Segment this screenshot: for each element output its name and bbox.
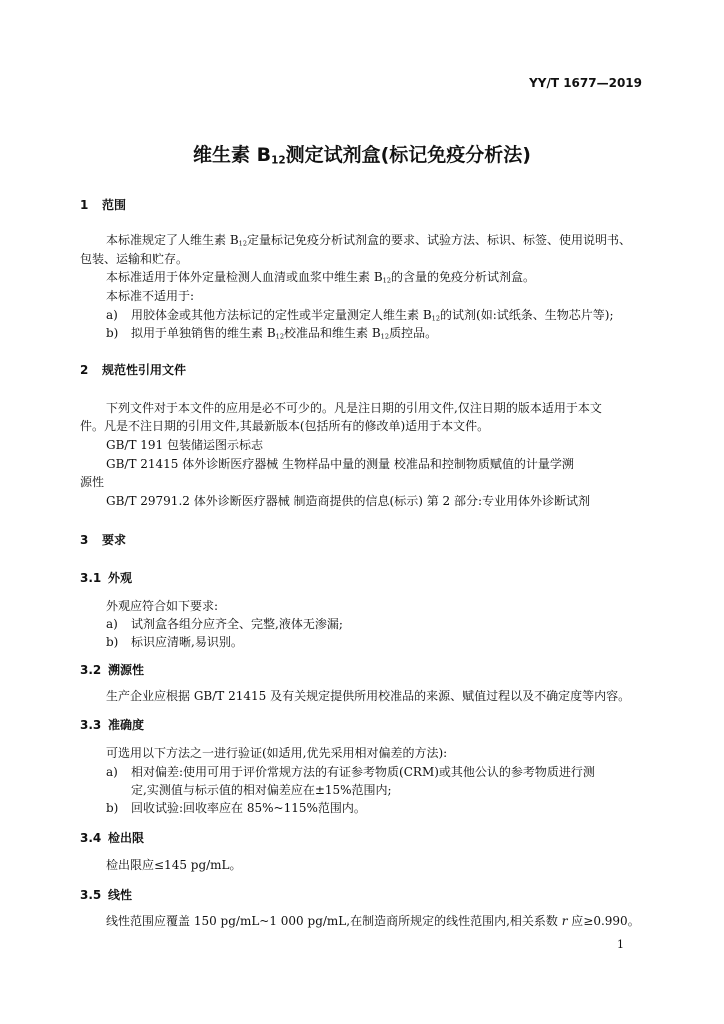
text: 的含量的免疫分析试剂盒。	[391, 270, 536, 284]
title-text: 维生素 B	[192, 144, 272, 166]
paragraph: 下列文件对于本文件的应用是必不可少的。凡是注日期的引用文件,仅注日期的版本适用于本文	[106, 401, 602, 415]
section-title: 要求	[102, 533, 127, 547]
text: 用胶体金或其他方法标记的定性或半定量测定人维生素 B	[131, 308, 432, 322]
list-item	[106, 634, 243, 651]
text: 试剂盒各组分应齐全、完整,液体无渗漏;	[131, 617, 343, 631]
reference-item-continuation: 源性	[80, 475, 105, 489]
subscript: 12	[238, 239, 248, 248]
paragraph-continuation: 包装、运输和贮存。	[80, 252, 189, 266]
list-marker: a)	[106, 617, 118, 631]
list-item	[106, 764, 595, 781]
text: 质控品。	[389, 326, 438, 340]
reference-item: GB/T 21415 体外诊断医疗器械 生物样品中量的测量 校准品和控制物质赋值的计量学溯	[106, 457, 574, 471]
reference-item: GB/T 29791.2 体外诊断医疗器械 制造商提供的信息(标示) 第 2 部分:专业用体外诊断试剂	[106, 494, 591, 508]
list-item	[106, 800, 366, 817]
list-marker: a)	[106, 765, 118, 779]
paragraph: 可选用以下方法之一进行验证(如适用,优先采用相对偏差的方法):	[106, 746, 448, 760]
section-title: 溯源性	[108, 663, 145, 677]
section-title: 范围	[102, 198, 127, 212]
list-item	[106, 616, 343, 633]
list-item	[106, 325, 437, 346]
paragraph	[106, 232, 631, 253]
text: 定量标记免疫分析试剂盒的要求、试验方法、标识、标签、使用说明书、	[247, 233, 632, 247]
paragraph: 外观应符合如下要求:	[106, 599, 219, 613]
section-heading-2	[80, 361, 186, 378]
section-heading-3	[80, 531, 126, 548]
variable: r	[561, 914, 568, 928]
paragraph: 检出限应≤145 pg/mL。	[106, 858, 242, 872]
subsection-heading-3-4	[80, 829, 144, 846]
text: 本标准规定了人维生素 B	[106, 233, 239, 247]
page-number: 1	[617, 938, 624, 951]
section-number: 3.1	[80, 571, 102, 585]
paragraph	[106, 913, 640, 930]
section-number: 3.3	[80, 718, 102, 732]
paragraph: 本标准不适用于:	[106, 289, 195, 303]
text: 本标准适用于体外定量检测人血清或血浆中维生素 B	[106, 270, 383, 284]
list-marker: b)	[106, 635, 119, 649]
subscript: 12	[275, 332, 285, 341]
text: 拟用于单独销售的维生素 B	[131, 326, 276, 340]
text: 线性范围应覆盖 150 pg/mL~1 000 pg/mL,在制造商所规定的线性范围内,相关系数	[106, 914, 562, 928]
list-marker: b)	[106, 801, 119, 815]
section-number: 3.4	[80, 831, 102, 845]
list-marker: b)	[106, 326, 119, 340]
document-title	[0, 140, 724, 167]
text: 标识应清晰,易识别。	[131, 635, 243, 649]
section-title: 线性	[108, 888, 133, 902]
subsection-heading-3-2	[80, 661, 144, 678]
list-item-continuation: 定,实测值与标示值的相对偏差应在±15%范围内;	[131, 783, 392, 797]
section-title: 外观	[108, 571, 133, 585]
section-title: 规范性引用文件	[102, 363, 187, 377]
section-number: 3.5	[80, 888, 102, 902]
list-marker: a)	[106, 308, 118, 322]
section-title: 准确度	[108, 718, 145, 732]
title-subscript: 12	[271, 154, 286, 167]
subsection-heading-3-5	[80, 886, 132, 903]
paragraph: 生产企业应根据 GB/T 21415 及有关规定提供所用校准品的来源、赋值过程以及不确定度等内容。	[106, 689, 631, 703]
text: 应≥0.990。	[567, 914, 640, 928]
section-number: 3.2	[80, 663, 102, 677]
standard-number: YY/T 1677—2019	[529, 76, 642, 90]
subscript: 12	[431, 314, 441, 323]
subscript: 12	[382, 276, 392, 285]
text: 的试剂(如:试纸条、生物芯片等);	[440, 308, 614, 322]
reference-item: GB/T 191 包装储运图示标志	[106, 438, 263, 452]
section-number: 3	[80, 533, 89, 547]
section-heading-1	[80, 196, 126, 213]
paragraph-continuation: 件。凡是不注日期的引用文件,其最新版本(包括所有的修改单)适用于本文件。	[80, 419, 490, 433]
subsection-heading-3-1	[80, 569, 132, 586]
paragraph	[106, 269, 535, 290]
section-title: 检出限	[108, 831, 145, 845]
section-number: 1	[80, 198, 89, 212]
title-text-after: 测定试剂盒(标记免疫分析法)	[285, 144, 531, 166]
text: 回收试验:回收率应在 85%~115%范围内。	[131, 801, 366, 815]
section-number: 2	[80, 363, 89, 377]
subsection-heading-3-3	[80, 716, 144, 733]
text: 校准品和维生素 B	[284, 326, 381, 340]
subscript: 12	[380, 332, 390, 341]
text: 相对偏差:使用可用于评价常规方法的有证参考物质(CRM)或其他公认的参考物质进行测	[131, 765, 595, 779]
